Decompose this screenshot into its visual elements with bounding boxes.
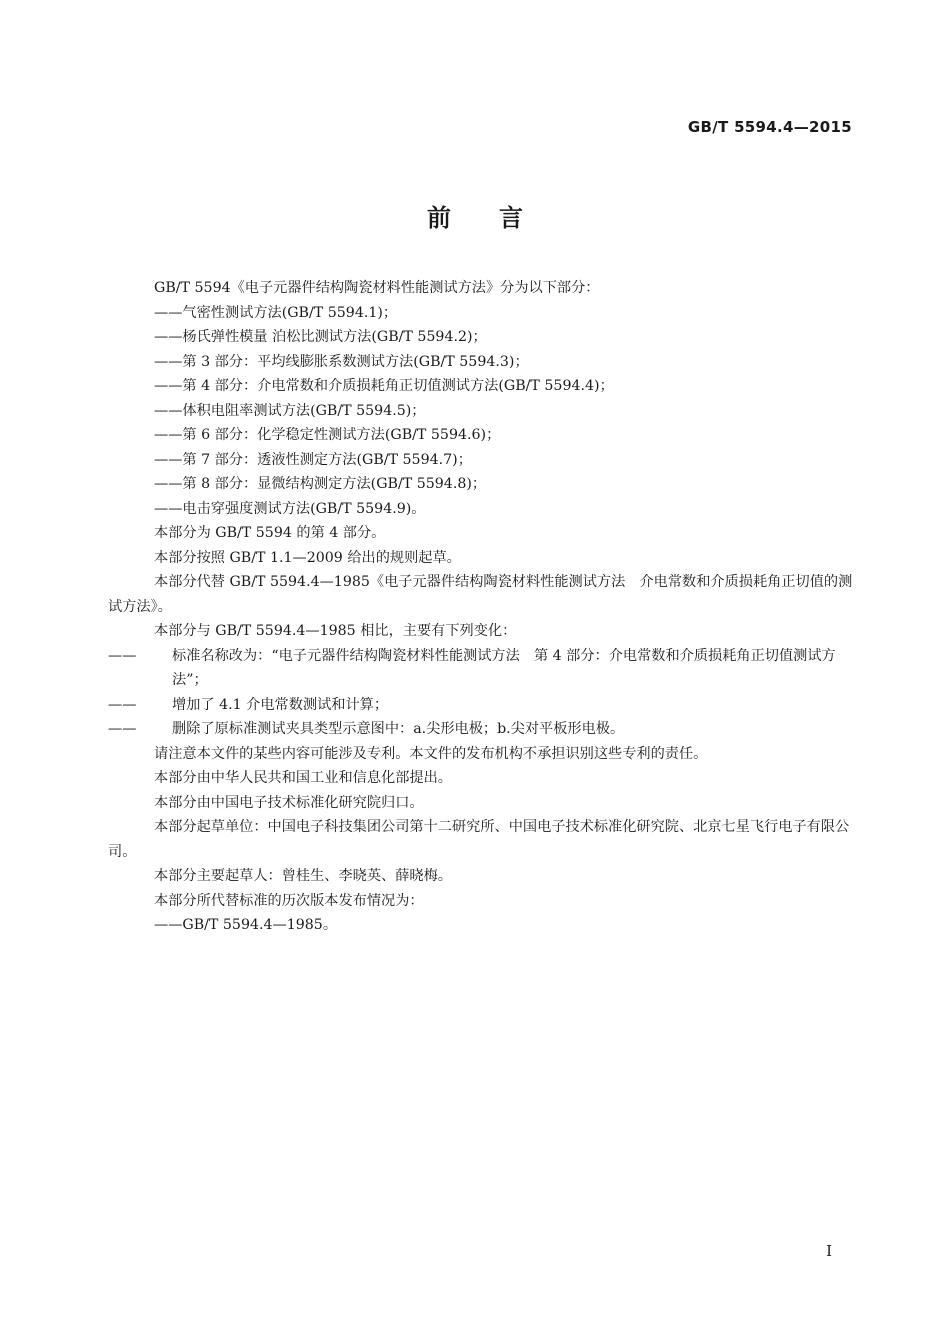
part-of-paragraph: 本部分为 GB/T 5594 的第 4 部分。 xyxy=(154,525,386,541)
drafting-rules-paragraph: 本部分按照 GB/T 1.1—2009 给出的规则起草。 xyxy=(154,549,461,566)
part-item: ——电击穿强度测试方法(GB/T 5594.9)。 xyxy=(154,500,426,517)
drafters-paragraph: 本部分主要起草人：曾桂生、李晓英、薛晓梅。 xyxy=(154,868,452,884)
part-item: ——第 4 部分：介电常数和介质损耗角正切值测试方法(GB/T 5594.4)； xyxy=(154,378,614,394)
changes-intro-paragraph: 本部分与 GB/T 5594.4—1985 相比，主要有下列变化： xyxy=(154,623,517,639)
change-text: 增加了 4.1 介电常数测试和计算； xyxy=(172,696,389,713)
intro-paragraph: GB/T 5594《电子元器件结构陶瓷材料性能测试方法》分为以下部分： xyxy=(154,280,600,296)
change-dash: —— xyxy=(108,696,137,713)
change-text: 标准名称改为：“电子元器件结构陶瓷材料性能测试方法 第 4 部分：介电常数和介质损耗角正切值测试方法”； xyxy=(172,647,836,688)
history-intro-paragraph: 本部分所代替标准的历次版本发布情况为： xyxy=(154,892,424,909)
part-item: ——第 7 部分：透液性测定方法(GB/T 5594.7)； xyxy=(154,451,472,468)
part-item: ——第 6 部分：化学稳定性测试方法(GB/T 5594.6)； xyxy=(154,427,501,443)
history-item: ——GB/T 5594.4—1985。 xyxy=(154,917,338,933)
proposed-by-paragraph: 本部分由中华人民共和国工业和信息化部提出。 xyxy=(154,770,452,786)
managed-by-paragraph: 本部分由中国电子技术标准化研究院归口。 xyxy=(154,794,424,811)
part-item: ——第 8 部分：显微结构测定方法(GB/T 5594.8)； xyxy=(154,476,487,492)
change-item xyxy=(108,693,856,718)
part-item: ——第 3 部分：平均线膨胀系数测试方法(GB/T 5594.3)； xyxy=(154,353,529,370)
change-item xyxy=(108,644,856,693)
part-item: ——气密性测试方法(GB/T 5594.1)； xyxy=(154,304,398,321)
change-dash: —— xyxy=(108,647,137,664)
part-item: ——杨氏弹性模量 泊松比测试方法(GB/T 5594.2)； xyxy=(154,329,487,345)
foreword-body xyxy=(108,276,856,938)
change-item xyxy=(108,717,856,742)
patent-notice-paragraph: 请注意本文件的某些内容可能涉及专利。本文件的发布机构不承担识别这些专利的责任。 xyxy=(154,745,708,762)
change-text: 删除了原标准测试夹具类型示意图中：a.尖形电极；b.尖对平板形电极。 xyxy=(172,721,625,737)
replaces-paragraph: 本部分代替 GB/T 5594.4—1985《电子元器件结构陶瓷材料性能测试方法 介电常数和介质损耗角正切值的测试方法》。 xyxy=(108,574,853,615)
change-dash: —— xyxy=(108,721,137,737)
standard-code: GB/T 5594.4—2015 xyxy=(687,118,852,136)
drafting-units-paragraph: 本部分起草单位：中国电子科技集团公司第十二研究所、中国电子技术标准化研究院、北京七星飞行电子有限公司。 xyxy=(108,819,850,860)
part-item: ——体积电阻率测试方法(GB/T 5594.5)； xyxy=(154,402,426,419)
page-number: I xyxy=(826,1242,832,1260)
page-title: 前言 xyxy=(427,204,571,232)
